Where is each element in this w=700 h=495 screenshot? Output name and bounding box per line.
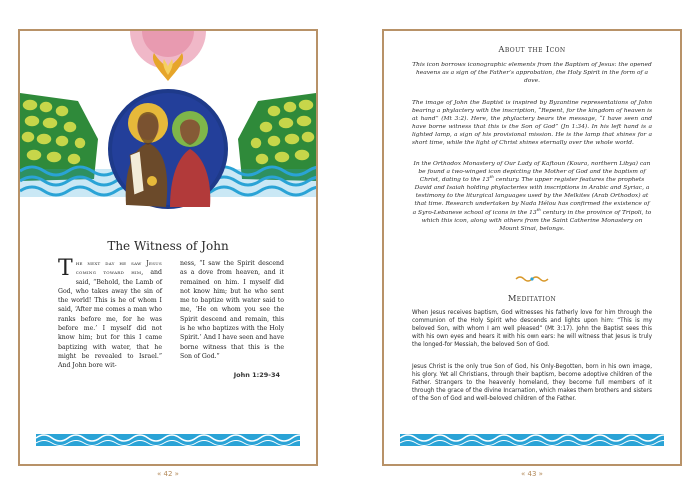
about-paragraph-1: The image of John the Baptist is inspired by Byzantine representations of John bearing a phylactery with the inscription, “Repent, for the kingdom of heaven is at hand” (Mt 3:2). Here, the phylactery bears the message, “I have seen and have borne witness that this is the Son of God” (Jn 1:34). In his left hand is a lighted lamp, a sign of his provisional mission. He is the lamp that shines for a short time, while the light of Christ shines eternally over the whole world. <box>412 100 652 147</box>
page-number-left: « 42 » <box>157 470 179 478</box>
meditation-paragraph-1: When Jesus receives baptism, God witnesses his fatherly love for him through the communion of the Holy Spirit who descends and lights upon him: “This is my beloved Son, with whom I am well pleased” (Mt 3:17). John the Baptist sees this with his own eyes and hears it with his own ears: he will witness that Jesus is truly the longed-for Messiah, the beloved Son of God. <box>412 310 652 349</box>
baptism-icon-illustration <box>20 31 316 261</box>
text-column-right: ness, “I saw the Spirit descend as a dove from heaven, and it remained on him. I myself did not know him; but he who sent me to baptize with water said to me, ‘He on whom you see the Spirit descend and remain, this is he who baptizes with the Holy Spirit.’ And I have seen and have borne witness that this is the Son of God.” <box>180 260 284 360</box>
wave-divider <box>36 430 300 450</box>
about-intro: This icon borrows iconographic elements from the Baptism of Jesus: the opened heavens as a sign of the Father’s approbation, the Holy Spirit in the form of a dove. <box>412 62 652 85</box>
about-p2-part-a: In the Orthodox Monastery of Our Lady of Kaftoun (Koura, northern Libya) can be found a two-winged icon depicting the Mother of God and the baptism of Christ, dating to the 13 <box>413 161 651 184</box>
scripture-citation: John 1:29-34 <box>233 371 280 379</box>
ordinal-suffix: th <box>489 174 494 180</box>
about-heading: About the Icon <box>498 44 566 54</box>
left-page <box>18 29 318 466</box>
ordinal-suffix: th <box>536 206 541 212</box>
lead-in: he next day he saw Jesus coming toward him, <box>75 260 162 277</box>
drop-cap: T <box>58 256 73 281</box>
about-p2-part-c: century in the province of Tripoli, to which this icon, along with others from the Saint Catherine Monastery on Mount Sinai, belongs. <box>421 209 652 232</box>
meditation-heading: Meditation <box>507 293 557 303</box>
wave-divider <box>400 430 664 450</box>
chapter-title: The Witness of John <box>107 239 229 253</box>
page-number-right: « 43 » <box>521 470 543 478</box>
text-column-left <box>58 256 162 371</box>
ornament-divider <box>514 274 550 284</box>
about-p2-part-b: century. The upper register features the prophets David and Isaiah holding phylacteries with inscriptions in Arabic and Syriac, a testimony to the liturgical languages used by the Melkites (Arab Orthodox) at that time. Research undertaken by Nada Hélou has confirmed the existence of a Syro-Lebanese school of icons in the 13 <box>412 177 650 216</box>
lamp-icon <box>147 176 157 186</box>
about-paragraph-2 <box>412 160 652 233</box>
right-page <box>382 29 682 466</box>
column-a-text: and said, “Behold, the Lamb of God, who takes away the sin of the world! This is he of whom I said, ‘After me comes a man who ranks before me, for he was before me.’ I myself did not know him; but for this I came baptizing with water, that he might be revealed to Israel.” And John bore wit- <box>58 269 162 370</box>
meditation-paragraph-2: Jesus Christ is the only true Son of God, his Only-Begotten, born in his own image, his glory. Yet all Christians, through their baptism, become adoptive children of the Father. Strangers to the heavenly homeland, they become full members of it through the grace of the divine Incarnation, which makes them brothers and sisters of the Son of God and well-beloved children of the Father. <box>412 364 652 403</box>
